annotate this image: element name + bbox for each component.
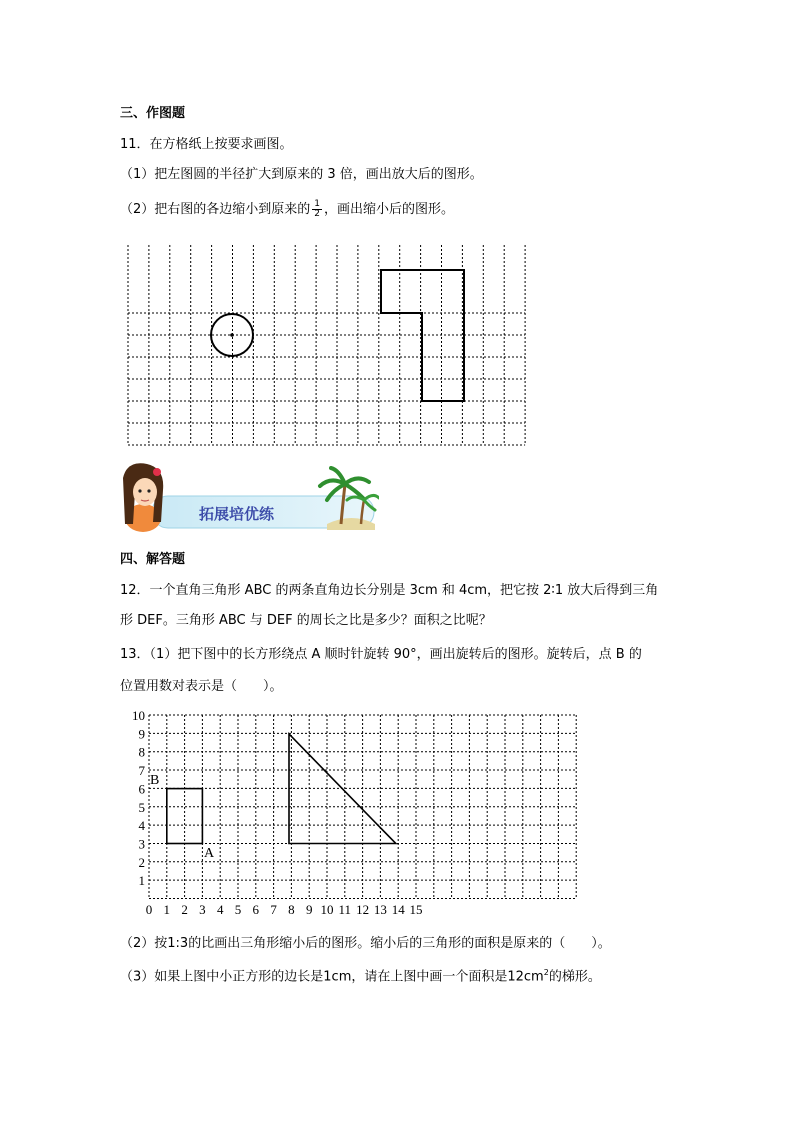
y-tick-label: 6 [138,781,145,797]
fraction-denominator: 2 [314,209,321,219]
x-tick-label: 7 [270,902,277,917]
x-tick-label: 4 [216,902,224,917]
q11-part2 [120,200,454,219]
y-tick-label: 2 [138,854,145,870]
x-tick-label: 5 [234,902,242,917]
x-tick-label: 13 [373,902,387,917]
section-heading-4: 四、解答题 [120,552,186,567]
q13-coordinate-grid [120,705,580,920]
x-tick-label: 0 [145,902,153,917]
q11-stem: 11．在方格纸上按要求画图。 [120,137,293,152]
y-tick-label: 3 [138,836,145,852]
banner-extension-practice [117,462,379,534]
x-tick-label: 3 [199,902,206,917]
q13-part2: （2）按1:3的比画出三角形缩小后的图形。缩小后的三角形的面积是原来的（ ）。 [120,936,611,951]
q13-line1: 13．（1）把下图中的长方形绕点 A 顺时针旋转 90°，画出旋转后的图形。旋转后，点 B 的 [120,647,642,662]
q13-part3-text: （3）如果上图中小正方形的边长是1cm，请在上图中画一个面积是12cm [120,969,544,985]
y-tick-label: 7 [138,763,145,779]
x-tick-label: 15 [409,902,423,917]
x-tick-label: 10 [320,902,334,917]
q11-grid-figure [120,245,532,451]
y-tick-label: 9 [138,726,145,742]
q13-line2: 位置用数对表示是（ ）。 [120,679,283,694]
x-tick-label: 11 [338,902,352,917]
q11-part2-text: （2）把右图的各边缩小到原来的 [120,202,311,217]
q13-part3 [120,969,601,983]
fraction [312,200,322,219]
superscript: 2 [543,968,549,977]
x-tick-label: 12 [356,902,370,917]
q11-part1: （1）把左图圆的半径扩大到原来的 3 倍，画出放大后的图形。 [120,167,483,182]
y-tick-label: 5 [138,799,145,815]
y-tick-label: 8 [138,744,145,760]
x-tick-label: 8 [288,902,295,917]
banner-title: 拓展培优练 [199,505,275,523]
x-tick-label: 6 [252,902,260,917]
q12-line1: 12．一个直角三角形 ABC 的两条直角边长分别是 3cm 和 4cm，把它按 2∶1 放大后得到三角 [120,583,659,598]
y-tick-label: 1 [138,873,145,889]
section-heading-3: 三、作图题 [120,106,186,121]
q11-part2-tail: ，画出缩小后的图形。 [324,202,455,217]
y-tick-label: 4 [138,818,145,834]
fraction-numerator: 1 [314,199,321,209]
circle-center-dot [230,333,234,337]
q13-part3-tail: 的梯形。 [548,969,601,985]
x-tick-label: 1 [163,902,171,917]
x-tick-label: 9 [305,902,313,917]
x-tick-label: 14 [391,902,405,917]
y-tick-label: 10 [132,708,145,723]
q12-line2: 形 DEF。三角形 ABC 与 DEF 的周长之比是多少？面积之比呢？ [120,613,492,628]
point-b-label: B [150,773,160,788]
point-a-label: A [204,846,215,861]
x-tick-label: 2 [181,902,188,917]
